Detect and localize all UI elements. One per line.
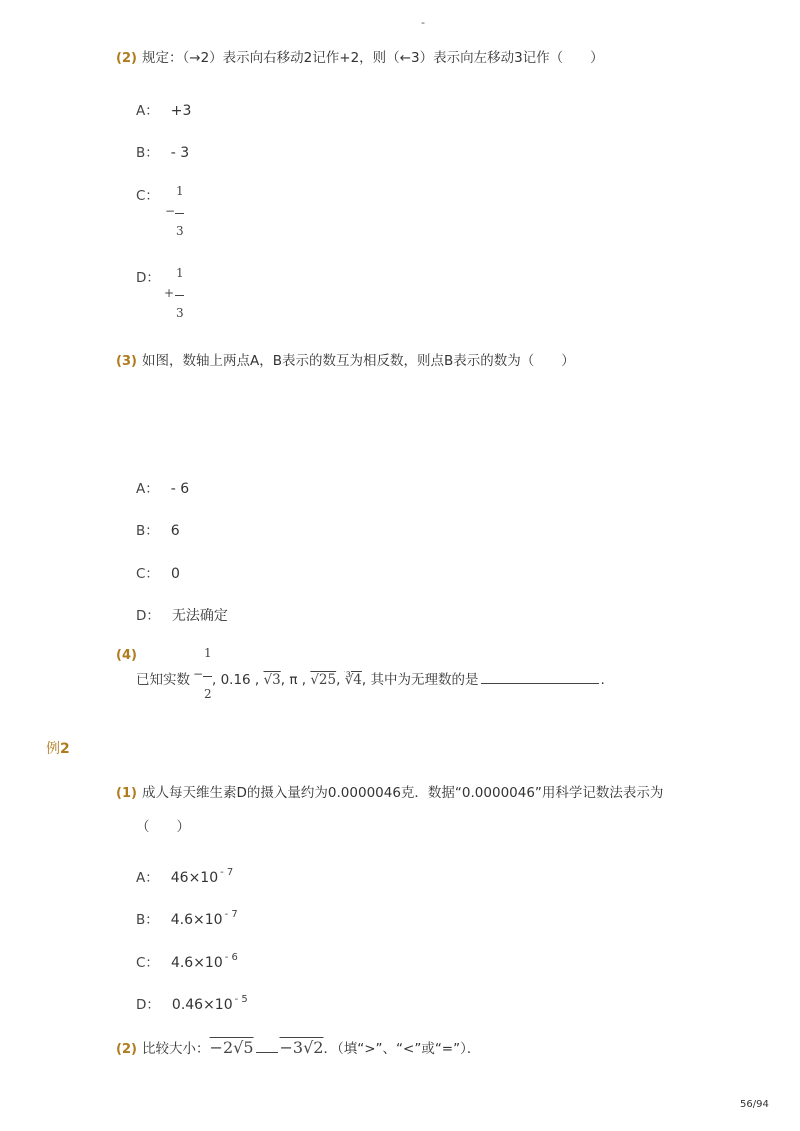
option-d[interactable] bbox=[136, 604, 228, 625]
option-exponent: - 7 bbox=[220, 867, 234, 878]
option-label: B： bbox=[136, 523, 159, 539]
option-d[interactable] bbox=[136, 993, 248, 1013]
option-value: +3 bbox=[170, 103, 192, 119]
fraction-denominator: 3 bbox=[176, 224, 184, 238]
option-label: A： bbox=[136, 481, 159, 497]
option-base: 0.46×10 bbox=[171, 997, 233, 1013]
fraction-bar bbox=[175, 295, 184, 296]
item-016: , 0.16 , bbox=[212, 672, 260, 688]
option-b[interactable] bbox=[136, 908, 238, 928]
option-value: 6 bbox=[170, 523, 180, 539]
question-text-continued: （ ） bbox=[136, 819, 190, 835]
header-mark: - bbox=[421, 16, 425, 29]
question-text: 如图，数轴上两点A，B表示的数互为相反数，则点B表示的数为（ ） bbox=[142, 353, 575, 369]
right-expression: −3√2 bbox=[279, 1038, 324, 1057]
fraction-numerator: 1 bbox=[176, 184, 184, 198]
fraction-denominator: 3 bbox=[176, 306, 184, 320]
option-exponent: - 7 bbox=[224, 909, 238, 920]
option-base: 46×10 bbox=[170, 870, 219, 886]
question-number: (2) bbox=[116, 51, 137, 66]
question-number: (2) bbox=[116, 1042, 137, 1057]
option-d[interactable] bbox=[136, 266, 160, 286]
question-suffix: , 其中为无理数的是 bbox=[361, 672, 479, 688]
option-a[interactable] bbox=[136, 866, 233, 886]
question-suffix: ．（填“>”、“<”或“=”）． bbox=[323, 1041, 481, 1057]
option-value: 无法确定 bbox=[171, 608, 228, 624]
option-base: 4.6×10 bbox=[170, 912, 223, 928]
option-label: C： bbox=[136, 955, 159, 971]
question-number: (3) bbox=[116, 354, 137, 369]
cbrt-4: ∛4 bbox=[344, 672, 362, 688]
question-number: (1) bbox=[116, 786, 137, 801]
option-base: 4.6×10 bbox=[170, 955, 223, 971]
option-c[interactable] bbox=[136, 951, 238, 971]
option-label: D： bbox=[136, 608, 160, 624]
answer-blank[interactable] bbox=[256, 1040, 278, 1053]
fraction-sign: − bbox=[165, 204, 176, 218]
option-b[interactable] bbox=[136, 141, 189, 161]
question-text: 成人每天维生素D的摄入量约为0.0000046克．数据“0.0000046”用科学记数法表示为 bbox=[142, 785, 664, 801]
fraction-numerator: 1 bbox=[176, 266, 184, 280]
option-label: D： bbox=[136, 997, 160, 1013]
option-value: - 6 bbox=[170, 481, 190, 497]
example-label: 例 bbox=[46, 741, 60, 757]
question-end: . bbox=[600, 672, 605, 688]
option-label: A： bbox=[136, 103, 159, 119]
option-c[interactable] bbox=[136, 562, 180, 582]
option-value: 0 bbox=[170, 566, 180, 582]
option-b[interactable] bbox=[136, 519, 180, 539]
question-text bbox=[136, 668, 605, 688]
example-number: 2 bbox=[60, 741, 70, 757]
item-pi: , π , bbox=[280, 672, 307, 688]
option-exponent: - 5 bbox=[234, 994, 248, 1005]
fraction-numerator: 1 bbox=[204, 646, 212, 660]
question-text: 规定：（→2）表示向右移动2记作+2，则（←3）表示向左移动3记作（ ） bbox=[142, 50, 604, 66]
question-number: (4) bbox=[116, 648, 137, 663]
fraction-sign: + bbox=[164, 286, 175, 300]
question-prefix: 已知实数 bbox=[136, 672, 190, 688]
option-value: - 3 bbox=[170, 145, 190, 161]
question-prefix: 比较大小： bbox=[142, 1041, 210, 1057]
page-number: 56/94 bbox=[740, 1099, 769, 1110]
item-sep: , bbox=[336, 672, 341, 688]
sqrt-3: √3 bbox=[263, 672, 281, 688]
option-label: C： bbox=[136, 188, 159, 204]
fraction-bar bbox=[175, 213, 184, 214]
option-c[interactable] bbox=[136, 184, 159, 204]
left-expression: −2√5 bbox=[209, 1038, 254, 1057]
option-label: D： bbox=[136, 270, 160, 286]
example-title bbox=[46, 738, 70, 758]
fraction-denominator: 2 bbox=[204, 687, 212, 701]
option-label: C： bbox=[136, 566, 159, 582]
option-exponent: - 6 bbox=[224, 952, 238, 963]
option-label: B： bbox=[136, 145, 159, 161]
answer-blank[interactable] bbox=[481, 671, 599, 684]
sqrt-25: √25 bbox=[310, 672, 337, 688]
example2-question-2 bbox=[116, 1037, 480, 1057]
option-label: A： bbox=[136, 870, 159, 886]
option-a[interactable] bbox=[136, 99, 191, 119]
example2-question-1 bbox=[116, 781, 663, 801]
option-label: B： bbox=[136, 912, 159, 928]
question-2 bbox=[116, 46, 604, 66]
question-3 bbox=[116, 349, 575, 369]
option-a[interactable] bbox=[136, 477, 189, 497]
fraction-sign: − bbox=[193, 667, 204, 681]
